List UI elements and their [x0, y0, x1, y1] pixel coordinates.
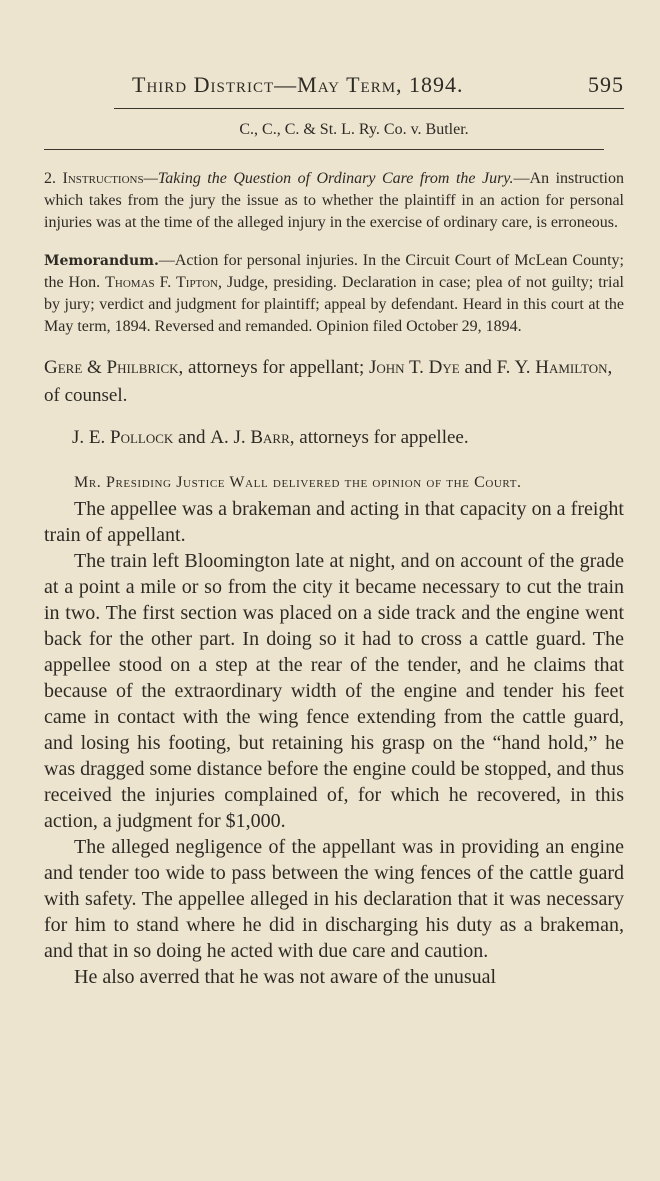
appellant-counsel-2: F. Y. Hamilton — [496, 357, 608, 378]
counsel-appellee — [44, 424, 624, 452]
memorandum-text-1: —Action for personal injuries. In the Circuit Court of McLean County; the Hon. — [44, 252, 624, 291]
counsel-appellant — [44, 354, 624, 410]
appellant-suffix: , of counsel. — [44, 357, 613, 406]
appellee-suffix: , attorneys for appellee. — [289, 427, 469, 448]
memorandum — [44, 250, 624, 338]
memorandum-label: Memorandum. — [44, 253, 159, 269]
opinion-paragraph: The appellee was a brakeman and acting in that capacity on a freight train of appellant. — [44, 498, 624, 546]
appellant-and: and — [459, 357, 497, 378]
memorandum-judge: Thomas F. Tipton — [105, 274, 218, 291]
appellee-counsel-1: J. E. Pollock — [72, 427, 174, 448]
opinion-paragraph: The train left Bloomington late at night, and on account of the grade at a point a mile or so from the city it became necessary to cut the train in two. The first section was placed on a side track and the engine went back for the other part. In doing so it had to cross a cattle guard. The appellee stood on a step at the rear of the tender, and he claims that because of the extraordinary width of the engine and tender his feet came in contact with the wing fence extending from the cattle guard, and losing his footing, but retaining his grasp on the “hand hold,” he was dragged some distance before the engine could be stopped, and thus received the injuries complained of, for which he recovered, in this action, a judgment for $1,000. — [44, 550, 624, 832]
running-head-title: Third District—May Term, 1894. — [132, 72, 464, 97]
page-number: 595 — [588, 72, 624, 97]
opinion-body — [44, 496, 624, 990]
opinion-paragraph: He also averred that he was not aware of the unusual — [74, 966, 497, 988]
headnote-topic: Instructions — [62, 170, 144, 187]
headnote-subtopic: —Taking the Question of Ordinary Care from the Jury. — [143, 170, 514, 187]
headnote — [44, 168, 624, 234]
appellee-and: and — [173, 427, 211, 448]
book-page — [44, 72, 624, 990]
header-rule — [114, 108, 624, 109]
case-title: C., C., C. & St. L. Ry. Co. v. Butler. — [239, 121, 469, 138]
appellant-role: , attorneys for appellant; — [178, 357, 369, 378]
appellee-counsel-2: A. J. Barr — [210, 427, 290, 448]
case-title-rule — [44, 149, 604, 150]
opinion-paragraph: The alleged negligence of the appellant was in providing an engine and tender too wide to pass between the wing fences of the cattle guard with safety. The appellee alleged in his declaration that it was necessary for him to stand where he did in discharging his duty as a brakeman, and that in so doing he acted with due care and caution. — [44, 836, 624, 962]
headnote-text: —An instruction which takes from the jury the issue as to whether the plaintiff in an action for personal injuries was at the time of the alleged injury in the exercise of ordinary care, is erroneous. — [44, 170, 625, 231]
opinion-intro: Mr. Presiding Justice Wall delivered the opinion of the Court. — [74, 474, 522, 491]
appellant-counsel-1: John T. Dye — [368, 357, 460, 378]
headnote-number: 2. — [44, 170, 56, 187]
memorandum-text-2: , Judge, presiding. Declaration in case; plea of not guilty; trial by jury; verdict and judgment for plaintiff; appeal by defendant. Heard in this court at the May term, 1894. Reversed and remanded. Opinion filed October 29, 1894. — [44, 274, 625, 335]
running-head — [44, 72, 624, 98]
appellant-firm: Gere & Philbrick — [44, 357, 179, 378]
